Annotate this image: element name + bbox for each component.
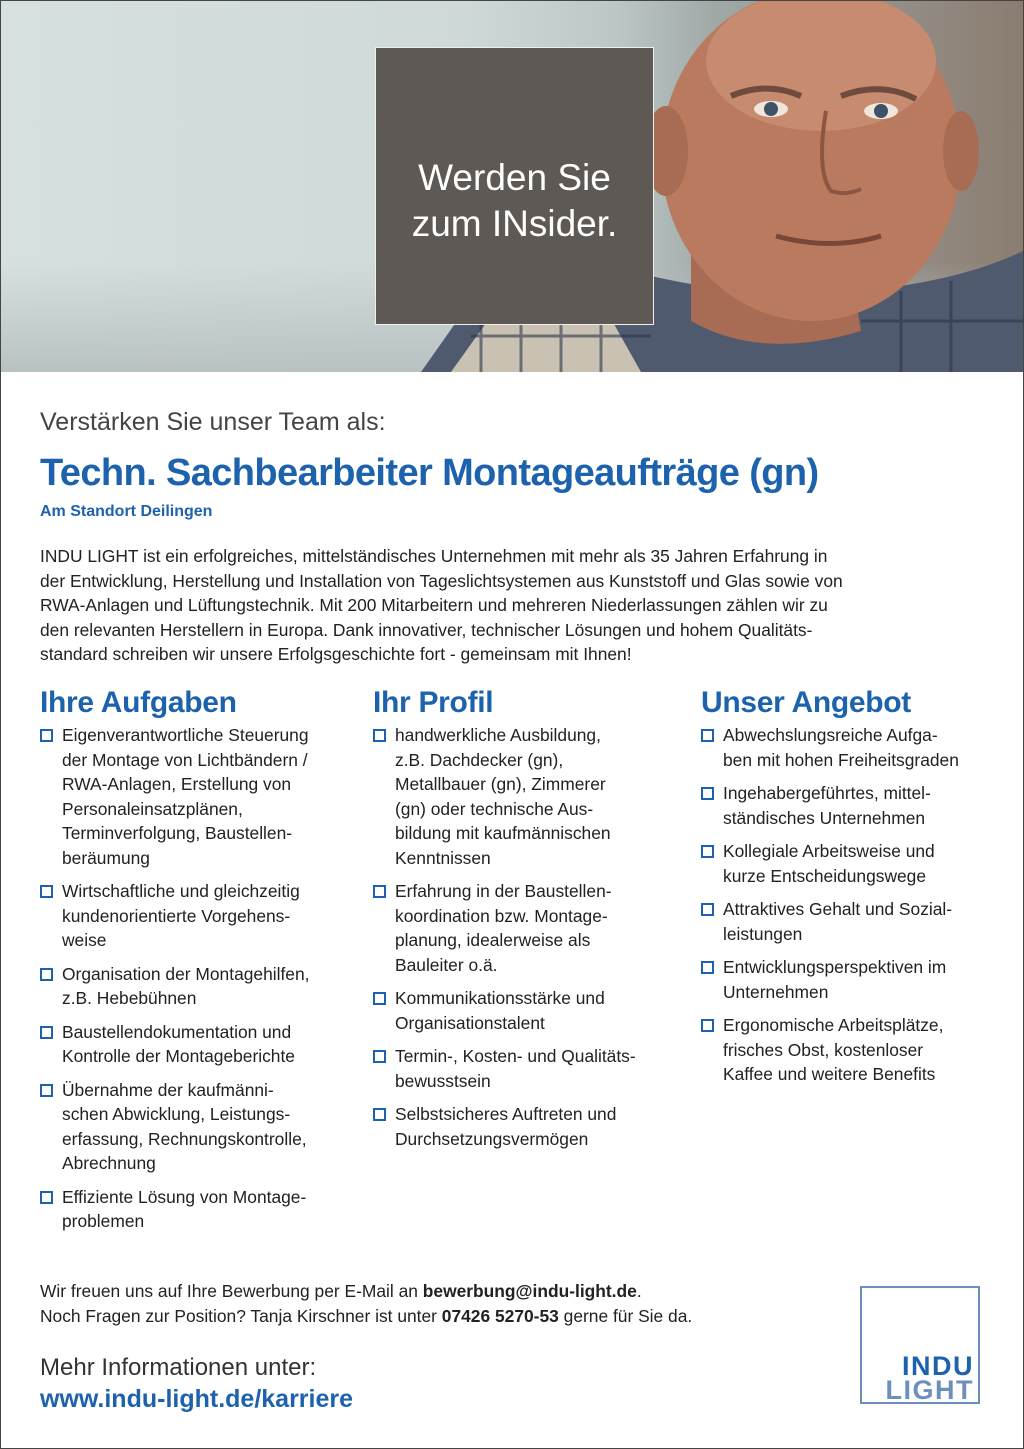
- list-item-line: kundenorientierte Vorgehens-: [62, 905, 291, 926]
- list-item-line: RWA-Anlagen, Erstellung von: [62, 774, 292, 794]
- list-item-line: der Montage von Lichtbändern /: [62, 749, 308, 770]
- list-item-line: Metallbauer (gn), Zimmerer: [395, 774, 606, 794]
- intro-text: Verstärken Sie unser Team als:: [40, 408, 386, 436]
- list-item-line: kurze Entscheidungswege: [723, 865, 927, 886]
- task-list: [40, 723, 310, 1234]
- checkbox-bullet-icon: [701, 961, 714, 974]
- hero-slogan: [412, 155, 618, 247]
- phone-number[interactable]: 07426 5270-53: [441, 1306, 559, 1326]
- logo-line-2: LIGHT: [885, 1375, 974, 1405]
- list-item-line: Terminverfolgung, Baustellen-: [62, 823, 293, 843]
- offer-list: [701, 723, 959, 1087]
- list-item-line: Kenntnissen: [395, 847, 491, 868]
- list-item-line: handwerkliche Ausbildung,: [395, 725, 601, 745]
- company-description: [40, 544, 985, 667]
- description-line: den relevanten Herstellern in Europa. Dank innovativer, technischer Lösungen und hohem Qualitäts-: [40, 619, 813, 640]
- checkbox-bullet-icon: [40, 1084, 53, 1097]
- list-item-line: Übernahme der kaufmänni-: [62, 1079, 274, 1100]
- list-item-line: z.B. Hebebühnen: [62, 988, 197, 1008]
- column-heading: Ihre Aufgaben: [40, 686, 237, 719]
- slogan-box: [375, 47, 654, 325]
- column-offer: [701, 685, 959, 1096]
- checkbox-bullet-icon: [701, 729, 714, 742]
- list-item-line: z.B. Dachdecker (gn),: [395, 749, 564, 770]
- list-item-line: Organisation der Montagehilfen,: [62, 963, 310, 984]
- list-item-line: beräumung: [62, 847, 150, 868]
- more-info-label: Mehr Informationen unter:: [40, 1354, 317, 1381]
- slogan-line-1: Werden Sie: [418, 157, 611, 198]
- contact-text: Noch Fragen zur Position? Tanja Kirschner ist unter: [40, 1306, 442, 1326]
- checkbox-bullet-icon: [40, 885, 53, 898]
- list-item-line: Abwechslungsreiche Aufga-: [723, 725, 938, 745]
- list-item: [701, 897, 959, 946]
- checkbox-bullet-icon: [373, 885, 386, 898]
- list-item-line: Durchsetzungsvermögen: [395, 1128, 589, 1149]
- description-line: RWA-Anlagen und Lüftungstechnik. Mit 200 Mitarbeitern und mehreren Niederlassungen zählen wir zu: [40, 595, 828, 615]
- checkbox-bullet-icon: [373, 729, 386, 742]
- career-link[interactable]: www.indu-light.de/karriere: [40, 1385, 354, 1413]
- checkbox-bullet-icon: [40, 1191, 53, 1204]
- list-item-line: Organisationstalent: [395, 1012, 545, 1033]
- checkbox-bullet-icon: [40, 729, 53, 742]
- checkbox-bullet-icon: [701, 845, 714, 858]
- list-item-line: Erfahrung in der Baustellen-: [395, 881, 612, 901]
- application-line: [40, 1279, 692, 1304]
- profile-list: [373, 723, 636, 1151]
- description-line: der Entwicklung, Herstellung und Installation von Tageslichtsystemen aus Kunststoff und Glas sowie von: [40, 570, 843, 591]
- list-item: [373, 879, 636, 977]
- hero-banner: [1, 1, 1023, 372]
- list-item-line: Ingehabergeführtes, mittel-: [723, 783, 931, 803]
- application-text: Wir freuen uns auf Ihre Bewerbung per E-Mail an: [40, 1281, 423, 1301]
- list-item-line: koordination bzw. Montage-: [395, 905, 608, 926]
- list-item-line: Entwicklungsperspektiven im: [723, 957, 947, 977]
- list-item-line: Bauleiter o.ä.: [395, 954, 498, 975]
- description-line: standard schreiben wir unsere Erfolgsgeschichte fort - gemeinsam mit Ihnen!: [40, 644, 632, 664]
- list-item: [701, 781, 959, 830]
- footer: [40, 1279, 692, 1415]
- list-item-line: weise: [62, 930, 107, 950]
- email-link[interactable]: bewerbung@indu-light.de: [422, 1281, 637, 1301]
- checkbox-bullet-icon: [373, 992, 386, 1005]
- list-item-line: bewusstsein: [395, 1070, 491, 1091]
- list-item: [40, 879, 310, 953]
- list-item-line: Termin-, Kosten- und Qualitäts-: [395, 1046, 636, 1066]
- column-profile: [373, 685, 636, 1160]
- list-item-line: ben mit hohen Freiheitsgraden: [723, 749, 959, 770]
- list-item: [40, 962, 310, 1011]
- list-item: [701, 723, 959, 772]
- contact-line: [40, 1304, 692, 1329]
- list-item-line: leistungen: [723, 923, 803, 944]
- list-item-line: frisches Obst, kostenloser: [723, 1039, 924, 1060]
- list-item-line: ständisches Unternehmen: [723, 807, 926, 828]
- list-item-line: Effiziente Lösung von Montage-: [62, 1186, 307, 1207]
- list-item: [373, 723, 636, 870]
- list-item-line: Kollegiale Arbeitsweise und: [723, 841, 935, 861]
- indu-light-logo: [860, 1286, 980, 1404]
- list-item-line: (gn) oder technische Aus-: [395, 798, 594, 819]
- list-item-line: Personaleinsatzplänen,: [62, 798, 243, 819]
- list-item-line: Unternehmen: [723, 981, 829, 1002]
- list-item-line: Abrechnung: [62, 1153, 156, 1173]
- list-item: [701, 955, 959, 1004]
- list-item: [40, 1185, 310, 1234]
- job-location: Am Standort Deilingen: [40, 503, 213, 520]
- list-item: [40, 1078, 310, 1176]
- list-item-line: Kommunikationsstärke und: [395, 988, 605, 1008]
- list-item-line: Ergonomische Arbeitsplätze,: [723, 1015, 944, 1035]
- list-item-line: Kaffee und weitere Benefits: [723, 1064, 936, 1084]
- checkbox-bullet-icon: [40, 1026, 53, 1039]
- list-item-line: Eigenverantwortliche Steuerung: [62, 725, 309, 745]
- column-heading: Unser Angebot: [701, 686, 911, 719]
- list-item-line: Kontrolle der Montageberichte: [62, 1046, 295, 1066]
- list-item-line: erfassung, Rechnungskontrolle,: [62, 1128, 307, 1149]
- list-item: [373, 1102, 636, 1151]
- list-item-line: Baustellendokumentation und: [62, 1021, 292, 1042]
- checkbox-bullet-icon: [701, 903, 714, 916]
- list-item-line: Selbstsicheres Auftreten und: [395, 1104, 617, 1124]
- job-title: Techn. Sachbearbeiter Montageaufträge (gn): [40, 452, 819, 494]
- logo-line-1: INDU: [902, 1351, 974, 1381]
- contact-suffix: gerne für Sie da.: [558, 1306, 693, 1326]
- list-item: [701, 839, 959, 888]
- checkbox-bullet-icon: [373, 1050, 386, 1063]
- checkbox-bullet-icon: [40, 968, 53, 981]
- list-item-line: bildung mit kaufmännischen: [395, 823, 611, 843]
- list-item-line: planung, idealerweise als: [395, 930, 591, 950]
- slogan-line-2: zum INsider.: [411, 203, 618, 244]
- checkbox-bullet-icon: [701, 1019, 714, 1032]
- checkbox-bullet-icon: [373, 1108, 386, 1121]
- column-tasks: [40, 685, 310, 1243]
- list-item: [40, 723, 310, 870]
- main-content: [40, 372, 990, 1231]
- list-item-line: schen Abwicklung, Leistungs-: [62, 1104, 291, 1124]
- list-item: [373, 986, 636, 1035]
- list-item: [40, 1020, 310, 1069]
- application-suffix: .: [636, 1281, 642, 1301]
- list-item: [373, 1044, 636, 1093]
- list-item-line: problemen: [62, 1211, 145, 1231]
- list-item: [701, 1013, 959, 1087]
- column-heading: Ihr Profil: [373, 686, 494, 719]
- description-line: INDU LIGHT ist ein erfolgreiches, mittelständisches Unternehmen mit mehr als 35 Jahren Erfahrung in: [40, 546, 828, 566]
- checkbox-bullet-icon: [701, 787, 714, 800]
- list-item-line: Wirtschaftliche und gleichzeitig: [62, 881, 300, 901]
- list-item-line: Attraktives Gehalt und Sozial-: [723, 899, 953, 919]
